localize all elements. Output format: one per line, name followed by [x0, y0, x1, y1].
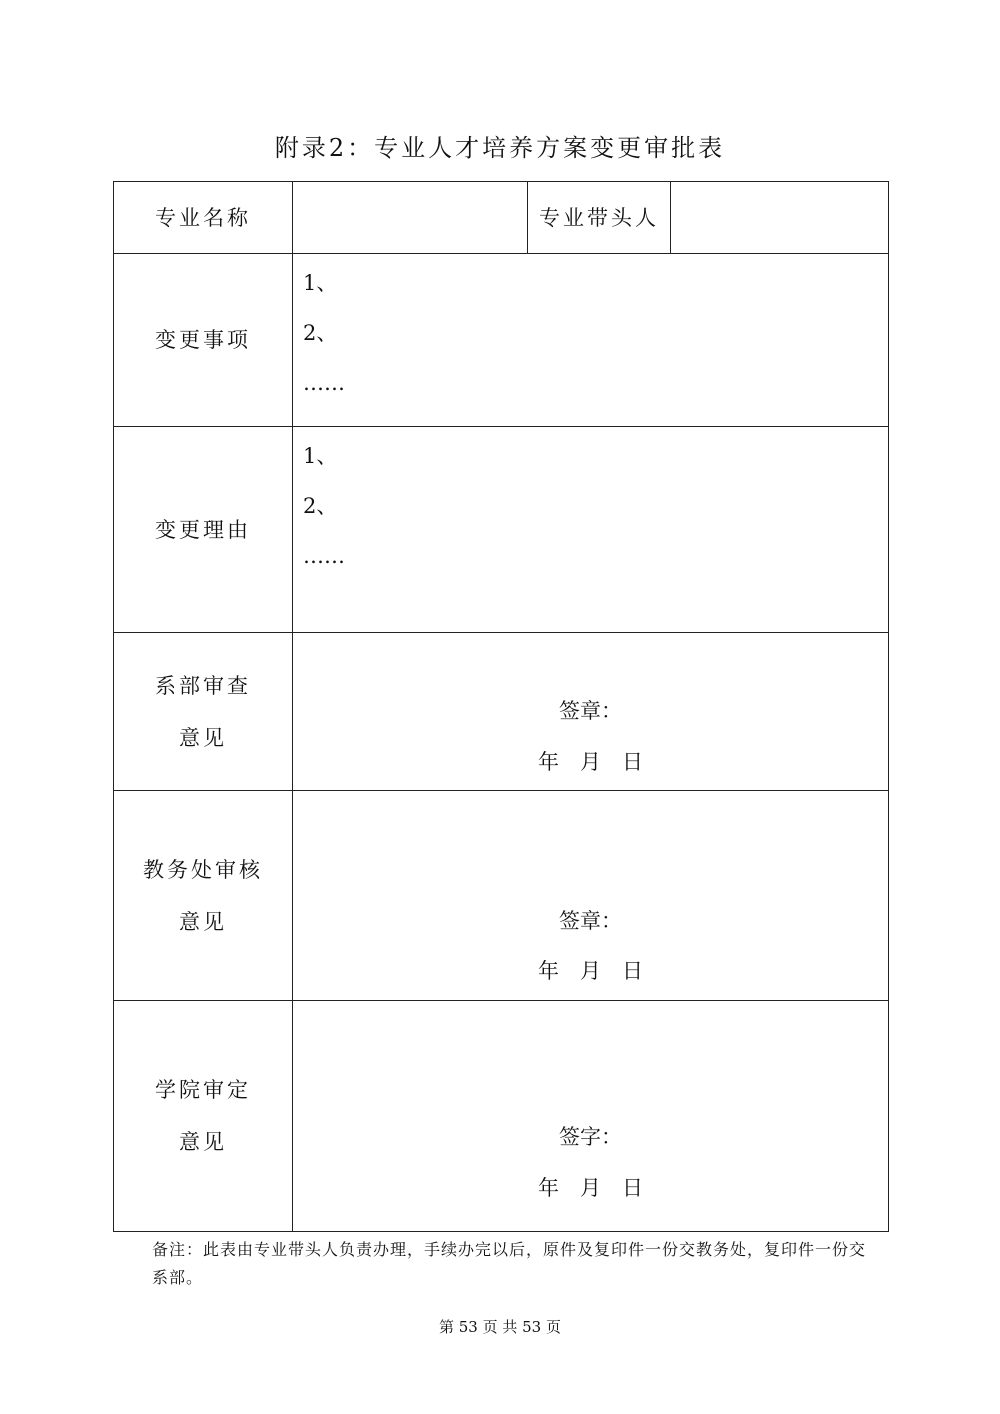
change-item-line: …… [303, 371, 345, 395]
page-title: 附录2：专业人才培养方案变更审批表 [274, 134, 726, 162]
change-item-line: 2、 [303, 321, 338, 345]
college-approval-sign: 签字： [559, 1125, 622, 1149]
major-row [114, 182, 889, 254]
change-reasons-label: 变更理由 [114, 427, 293, 633]
dept-review-label [114, 633, 293, 791]
college-approval-date: 年 月 日 [538, 1176, 643, 1200]
change-items-row [114, 254, 889, 427]
change-items-label: 变更事项 [114, 254, 293, 427]
academic-affairs-field[interactable] [293, 791, 889, 1001]
dept-review-date: 年 月 日 [538, 750, 643, 774]
change-reason-line: …… [303, 544, 345, 568]
college-approval-label-line1: 学院审定 [155, 1078, 251, 1102]
major-lead-field[interactable] [671, 182, 889, 254]
academic-affairs-row [114, 791, 889, 1001]
dept-review-label-line1: 系部审查 [155, 673, 251, 698]
change-reason-line: 1、 [303, 444, 338, 468]
college-approval-label [114, 1001, 293, 1232]
academic-affairs-label-line1: 教务处审核 [143, 857, 263, 882]
academic-affairs-date: 年 月 日 [538, 959, 643, 983]
change-reasons-field[interactable] [293, 427, 889, 633]
college-approval-field[interactable] [293, 1001, 889, 1232]
page-footer: 第 53 页 共 53 页 [438, 1318, 561, 1336]
major-lead-label: 专业带头人 [528, 182, 671, 254]
change-reasons-row [114, 427, 889, 633]
change-item-line: 1、 [303, 271, 338, 295]
dept-review-sign: 签章： [559, 699, 622, 723]
dept-review-label-line2: 意见 [179, 725, 227, 750]
academic-affairs-label-line2: 意见 [179, 909, 227, 934]
change-reason-line: 2、 [303, 494, 338, 518]
academic-affairs-label [114, 791, 293, 1001]
change-items-field[interactable] [293, 254, 889, 427]
approval-form-table [113, 181, 889, 1232]
major-name-label: 专业名称 [114, 182, 293, 254]
dept-review-field[interactable] [293, 633, 889, 791]
major-name-field[interactable] [293, 182, 528, 254]
dept-review-row [114, 633, 889, 791]
college-approval-label-line2: 意见 [179, 1130, 227, 1154]
academic-affairs-sign: 签章： [559, 909, 622, 933]
college-approval-row [114, 1001, 889, 1232]
form-note: 备注：此表由专业带头人负责办理，手续办完以后，原件及复印件一份交教务处，复印件一份交系部。 [152, 1240, 867, 1287]
